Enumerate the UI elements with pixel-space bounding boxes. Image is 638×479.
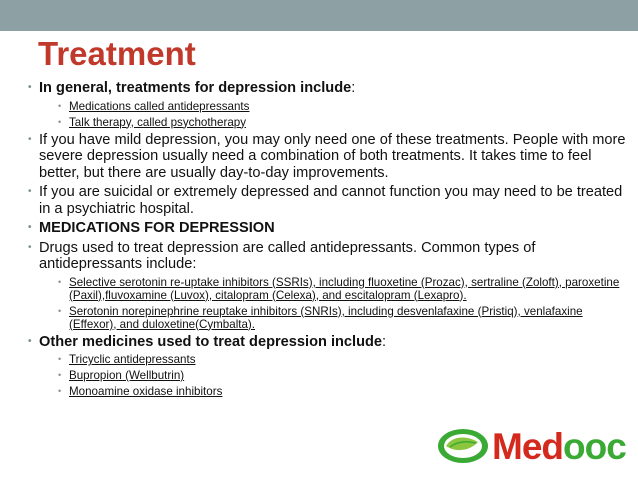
- sub-bullet-link[interactable]: Bupropion (Wellbutrin): [69, 369, 185, 382]
- logo-text-ooc: ooc: [563, 426, 626, 467]
- sub-bullet-link[interactable]: Medications called antidepressants: [69, 99, 250, 113]
- sub-bullet-talk-therapy: [28, 116, 628, 129]
- top-banner: [0, 0, 638, 31]
- bullet-text: Other medicines used to treat depression include: [39, 333, 383, 350]
- bullet-suffix: :: [382, 333, 387, 350]
- bullet-suicidal: • If you are suicidal or extremely depressed and cannot function you may need to be treated in a psychiatric hospital.: [28, 184, 628, 217]
- sub-bullet-ssris: [28, 276, 628, 302]
- bullet-medications-heading: • MEDICATIONS FOR DEPRESSION: [28, 220, 628, 237]
- sub-bullet-link[interactable]: Talk therapy, called psychotherapy: [69, 115, 247, 129]
- sub-bullet-maois: [28, 385, 628, 398]
- logo-wordmark: [492, 425, 626, 469]
- sub-bullet-link[interactable]: Selective serotonin re-uptake inhibitors (SSRIs), including fluoxetine (Prozac), sertraline (Zoloft), paroxetine (Paxil),fluvoxamine (Luvox), citalopram (Celexa), and escitalopram (Lexapro).: [69, 275, 620, 302]
- sub-bullet-bupropion: [28, 369, 628, 382]
- sub-bullet-snris: [28, 305, 628, 331]
- leaf-globe-icon: [436, 427, 490, 465]
- logo-text-med: Med: [492, 426, 563, 467]
- sub-bullet-link[interactable]: Serotonin norepinephrine reuptake inhibitors (SNRIs), including desvenlafaxine (Pristiq), venlafaxine (Effexor), and duloxetine(Cymbalta).: [69, 304, 583, 331]
- bullet-text: In general, treatments for depression include: [39, 80, 352, 96]
- bullet-treatments-intro: [28, 80, 628, 97]
- slide-title: Treatment: [38, 35, 196, 72]
- bullet-suffix: :: [351, 80, 356, 96]
- bullet-mild-depression: • If you have mild depression, you may only need one of these treatments. People with more severe depression usually need a combination of both treatments. It takes time to feel better, but there are usually day-to-day improvements.: [28, 132, 628, 182]
- sub-bullet-link[interactable]: Tricyclic antidepressants: [69, 353, 196, 366]
- bullet-list: [28, 80, 628, 401]
- sub-bullet-tricyclic: [28, 353, 628, 366]
- medooc-logo: [436, 425, 632, 469]
- bullet-other-medicines: [28, 334, 628, 351]
- sub-bullet-medications: [28, 100, 628, 113]
- sub-bullet-link[interactable]: Monoamine oxidase inhibitors: [69, 385, 223, 398]
- bullet-drugs-intro: • Drugs used to treat depression are called antidepressants. Common types of antidepressants include:: [28, 240, 628, 273]
